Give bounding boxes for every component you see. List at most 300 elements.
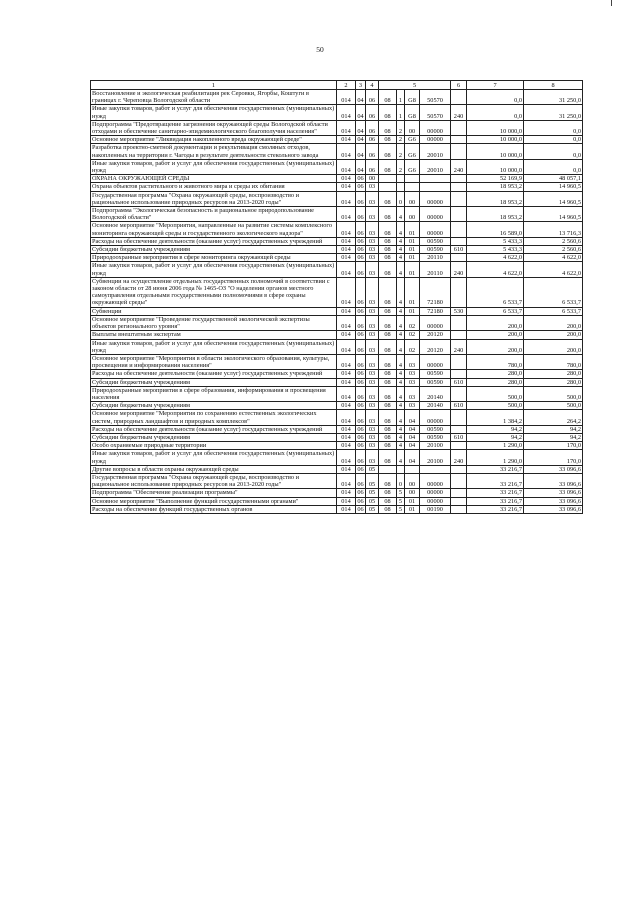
row-p4-cell: 00000 [420, 497, 451, 505]
row-p4-cell: 00590 [420, 378, 451, 386]
table-row [91, 465, 583, 473]
row-c6-cell [451, 144, 467, 159]
row-c3-cell: 06 [357, 331, 364, 339]
row-c4-cell: 03 [366, 254, 379, 262]
row-c7-cell: 200,0 [467, 339, 524, 354]
row-c4-cell: 06 [366, 90, 379, 105]
row-p4-cell: 20120 [420, 339, 451, 354]
row-p4-cell: 00000 [420, 207, 451, 222]
row-c2-cell: 014 [337, 354, 356, 369]
row-p2-cell: 0 [397, 473, 405, 488]
row-c8-cell: 0,0 [524, 120, 583, 135]
row-c7-cell: 280,0 [467, 378, 524, 386]
row-p4-cell: 20110 [420, 254, 451, 262]
row-c4-cell: 03 [366, 410, 379, 425]
row-c3-cell: 06 [357, 425, 364, 433]
row-c6-cell: 610 [451, 402, 467, 410]
row-name-cell: Расходы на обеспечение деятельности (оказание услуг) государственных учреждений [91, 425, 337, 433]
row-c6-cell [451, 442, 467, 450]
row-name-cell: Выплаты внештатным экспертам [91, 331, 337, 339]
row-c4-cell: 05 [366, 473, 379, 488]
row-c8-cell: 2 560,6 [524, 237, 583, 245]
row-c7-cell: 5 433,3 [467, 246, 524, 254]
row-p1-cell: 08 [379, 402, 397, 410]
row-p2-cell: 4 [397, 370, 405, 378]
row-p1-cell [379, 183, 397, 191]
row-p3-cell: 01 [405, 237, 420, 245]
row-c7-cell: 0,0 [467, 90, 524, 105]
header-cell: 8 [524, 81, 583, 90]
row-p4-cell: 00190 [420, 505, 451, 513]
row-c4-cell: 03 [366, 315, 379, 330]
row-c7-cell: 6 533,7 [467, 277, 524, 307]
table-row [91, 354, 583, 369]
row-p1-cell: 08 [379, 191, 397, 206]
table-row [91, 159, 583, 174]
row-p4-cell: 72180 [420, 307, 451, 315]
row-p3-cell: G8 [405, 105, 420, 120]
header-cell: 5 [379, 81, 451, 90]
table-row [91, 262, 583, 277]
row-p3-cell: 00 [405, 207, 420, 222]
row-p2-cell: 2 [397, 144, 405, 159]
row-p3-cell: 02 [405, 331, 420, 339]
row-c7-cell: 33 216,7 [467, 489, 524, 497]
row-c2-cell: 014 [337, 183, 356, 191]
row-p1-cell: 08 [379, 120, 397, 135]
row-c3-cell: 06 [356, 262, 366, 277]
table-row [91, 175, 583, 183]
table-row [91, 489, 583, 497]
row-c4-cell: 05 [366, 497, 379, 505]
row-p3-cell: 00 [405, 473, 420, 488]
table-row [91, 207, 583, 222]
row-c3-cell: 06 [357, 254, 364, 262]
row-p3-cell: 01 [405, 497, 420, 505]
row-p1-cell: 08 [379, 90, 397, 105]
row-p2-cell: 4 [397, 246, 405, 254]
row-p3-cell: 04 [405, 442, 420, 450]
row-p2-cell: 4 [397, 307, 405, 315]
row-c8-cell: 200,0 [524, 315, 583, 330]
row-name-cell: Подпрограмма "Экологическая безопасность и рациональное природопользование Вологодской области" [91, 207, 337, 222]
row-c4-cell: 03 [366, 262, 379, 277]
row-c2-cell: 014 [337, 473, 356, 488]
row-p4-cell: 20100 [420, 442, 451, 450]
row-c2-cell: 014 [337, 262, 356, 277]
row-c2-cell: 014 [337, 410, 356, 425]
row-p3-cell: 03 [405, 378, 420, 386]
row-c3-cell: 06 [357, 183, 364, 191]
header-cell: 4 [366, 81, 379, 90]
row-p2-cell: 5 [397, 489, 405, 497]
row-c4-cell: 03 [366, 370, 379, 378]
row-c8-cell: 4 622,0 [524, 262, 583, 277]
row-p3-cell [405, 183, 420, 191]
row-c4-cell: 03 [366, 207, 379, 222]
row-c8-cell: 780,0 [524, 354, 583, 369]
row-c6-cell: 610 [451, 433, 467, 441]
row-c4-cell: 00 [366, 175, 379, 183]
row-p1-cell: 08 [379, 425, 397, 433]
row-c7-cell: 200,0 [467, 331, 524, 339]
row-p1-cell: 08 [379, 442, 397, 450]
row-c3-cell: 06 [357, 442, 364, 450]
row-c6-cell [451, 237, 467, 245]
row-c6-cell [451, 410, 467, 425]
row-p2-cell [397, 465, 405, 473]
row-c6-cell [451, 222, 467, 237]
row-name-cell: Особо охраняемые природные территории [91, 442, 337, 450]
row-c2-cell: 014 [337, 489, 356, 497]
row-c2-cell: 014 [337, 442, 356, 450]
row-p4-cell: 00590 [420, 237, 451, 245]
row-p4-cell: 00000 [420, 222, 451, 237]
row-name-cell: Иные закупки товаров, работ и услуг для обеспечения государственных (муниципальных) нужд [91, 262, 337, 277]
table-row [91, 307, 583, 315]
table-row [91, 222, 583, 237]
table-row [91, 144, 583, 159]
table-row [91, 442, 583, 450]
row-p3-cell: 04 [405, 433, 420, 441]
row-c4-cell: 03 [366, 222, 379, 237]
table-row [91, 410, 583, 425]
row-c8-cell: 6 533,7 [524, 307, 583, 315]
row-p2-cell: 1 [397, 105, 405, 120]
table-body [91, 90, 583, 514]
row-c3-cell: 06 [357, 370, 364, 378]
row-c3-cell: 04 [356, 90, 366, 105]
header-cell: 6 [451, 81, 467, 90]
row-p2-cell: 2 [397, 120, 405, 135]
row-p1-cell: 08 [379, 277, 397, 307]
row-p2-cell: 4 [397, 339, 405, 354]
row-c6-cell [451, 497, 467, 505]
row-name-cell: Природоохранные мероприятия в сфере образования, информирования и просвещения населения [91, 386, 337, 401]
table-row [91, 433, 583, 441]
row-c3-cell: 06 [357, 175, 364, 183]
row-name-cell: Основное мероприятие "Ликвидация накопленного вреда окружающей среде" [91, 136, 337, 144]
row-c7-cell: 200,0 [467, 315, 524, 330]
row-p3-cell: 03 [405, 386, 420, 401]
row-c6-cell [451, 207, 467, 222]
row-p1-cell: 08 [379, 246, 397, 254]
row-c3-cell: 06 [357, 378, 364, 386]
row-c4-cell: 03 [366, 433, 379, 441]
row-p2-cell: 4 [397, 425, 405, 433]
row-c4-cell: 03 [366, 183, 379, 191]
row-name-cell: Другие вопросы в области охраны окружающей среды [91, 465, 337, 473]
row-p1-cell: 08 [379, 370, 397, 378]
row-c8-cell: 170,0 [524, 442, 583, 450]
row-c6-cell [451, 331, 467, 339]
row-c6-cell: 240 [451, 105, 467, 120]
row-name-cell: Охрана объектов растительного и животного мира и среды их обитания [91, 183, 337, 191]
row-c2-cell: 014 [337, 433, 356, 441]
row-p2-cell: 4 [397, 354, 405, 369]
row-c3-cell: 06 [356, 222, 366, 237]
row-p2-cell: 4 [397, 433, 405, 441]
row-c2-cell: 014 [337, 105, 356, 120]
row-name-cell: Природоохранные мероприятия в сфере мониторинга окружающей среды [91, 254, 337, 262]
row-c8-cell: 170,0 [524, 450, 583, 465]
row-c4-cell: 03 [366, 237, 379, 245]
row-p3-cell: 01 [405, 307, 420, 315]
row-c7-cell: 5 433,3 [467, 237, 524, 245]
row-c3-cell: 06 [356, 315, 366, 330]
header-cell: 7 [467, 81, 524, 90]
row-name-cell: Иные закупки товаров, работ и услуг для обеспечения государственных (муниципальных) нужд [91, 159, 337, 174]
row-c7-cell: 33 216,7 [467, 473, 524, 488]
row-p4-cell: 00000 [420, 354, 451, 369]
budget-table [90, 80, 583, 514]
row-c3-cell: 06 [357, 246, 364, 254]
row-p1-cell: 08 [379, 136, 397, 144]
row-c2-cell: 014 [337, 254, 356, 262]
row-p2-cell: 2 [397, 136, 405, 144]
row-c2-cell: 014 [337, 222, 356, 237]
page-number: 50 [316, 45, 324, 54]
table-row [91, 370, 583, 378]
row-name-cell: Иные закупки товаров, работ и услуг для обеспечения государственных (муниципальных) нужд [91, 105, 337, 120]
row-c2-cell: 014 [337, 339, 356, 354]
row-c4-cell: 03 [366, 354, 379, 369]
row-p2-cell: 5 [397, 497, 405, 505]
row-c4-cell: 03 [366, 425, 379, 433]
row-c7-cell: 4 622,0 [467, 254, 524, 262]
row-c3-cell: 04 [356, 120, 366, 135]
row-p4-cell: 50570 [420, 90, 451, 105]
row-p3-cell: 04 [405, 425, 420, 433]
row-c8-cell: 13 716,3 [524, 222, 583, 237]
row-p2-cell: 4 [397, 254, 405, 262]
row-p2-cell: 4 [397, 315, 405, 330]
row-p2-cell: 4 [397, 277, 405, 307]
row-p1-cell: 08 [379, 237, 397, 245]
row-name-cell: Субсидии бюджетным учреждениям [91, 378, 337, 386]
row-name-cell: Основное мероприятие "Мероприятия в области экологического образования, культуры, просвещения и информирования населения" [91, 354, 337, 369]
row-name-cell: Основное мероприятие "Проведение государственной экологической экспертизы объектов регионального уровня" [91, 315, 337, 330]
row-c7-cell: 4 622,0 [467, 262, 524, 277]
table-row [91, 105, 583, 120]
row-c6-cell: 530 [451, 307, 467, 315]
row-c2-cell: 014 [337, 497, 356, 505]
row-c6-cell [451, 120, 467, 135]
header-cell: 3 [356, 81, 366, 90]
table-row [91, 331, 583, 339]
row-c8-cell: 48 057,1 [524, 175, 583, 183]
row-name-cell: Субвенции [91, 307, 337, 315]
row-name-cell: Государственная программа "Охрана окружающей среды, воспроизводство и рациональное использование природных ресурсов на 2013-2020 годы" [91, 191, 337, 206]
row-c4-cell: 05 [366, 489, 379, 497]
row-p4-cell: 00000 [420, 315, 451, 330]
row-p3-cell: 01 [405, 222, 420, 237]
row-c2-cell: 014 [337, 370, 356, 378]
row-c8-cell: 94,2 [524, 433, 583, 441]
row-p2-cell [397, 183, 405, 191]
row-c4-cell: 06 [366, 105, 379, 120]
row-c2-cell: 014 [337, 465, 356, 473]
table-row [91, 378, 583, 386]
row-p1-cell: 08 [379, 254, 397, 262]
row-c7-cell: 10 000,0 [467, 120, 524, 135]
row-c3-cell: 06 [356, 473, 366, 488]
row-p4-cell: 00590 [420, 425, 451, 433]
row-p4-cell: 00000 [420, 136, 451, 144]
table-row [91, 183, 583, 191]
row-c6-cell: 610 [451, 378, 467, 386]
row-c3-cell: 06 [356, 339, 366, 354]
row-c8-cell: 4 622,0 [524, 254, 583, 262]
row-c3-cell: 06 [356, 450, 366, 465]
row-c7-cell: 1 290,0 [467, 450, 524, 465]
row-c6-cell [451, 90, 467, 105]
row-p1-cell: 08 [379, 315, 397, 330]
row-p4-cell: 20120 [420, 331, 451, 339]
row-p1-cell: 08 [379, 497, 397, 505]
row-c4-cell: 03 [366, 450, 379, 465]
row-c3-cell: 06 [356, 207, 366, 222]
row-p1-cell: 08 [379, 450, 397, 465]
row-p2-cell: 4 [397, 386, 405, 401]
row-p4-cell: 00590 [420, 246, 451, 254]
row-c4-cell: 03 [366, 246, 379, 254]
row-name-cell: Расходы на обеспечение функций государственных органов [91, 505, 337, 513]
row-c7-cell: 0,0 [467, 105, 524, 120]
row-c6-cell: 240 [451, 450, 467, 465]
row-p2-cell: 0 [397, 191, 405, 206]
row-c7-cell: 1 290,0 [467, 442, 524, 450]
table-row [91, 191, 583, 206]
row-p1-cell: 08 [379, 331, 397, 339]
row-c4-cell: 06 [366, 136, 379, 144]
row-p3-cell: 02 [405, 315, 420, 330]
row-c8-cell: 500,0 [524, 402, 583, 410]
table-row [91, 90, 583, 105]
row-name-cell: Расходы на обеспечение деятельности (оказание услуг) государственных учреждений [91, 370, 337, 378]
row-p4-cell: 20100 [420, 450, 451, 465]
row-c8-cell: 33 096,6 [524, 505, 583, 513]
row-c3-cell: 06 [357, 307, 364, 315]
row-name-cell: Основное мероприятие "Мероприятия, направленные на развитие системы комплексного мониторинга окружающей среды и государственного экологического надзора" [91, 222, 337, 237]
row-name-cell: Субсидии бюджетным учреждениям [91, 433, 337, 441]
row-p1-cell: 08 [379, 386, 397, 401]
row-c7-cell: 18 953,2 [467, 183, 524, 191]
row-c6-cell [451, 315, 467, 330]
row-p3-cell: 04 [405, 450, 420, 465]
row-p1-cell: 08 [379, 159, 397, 174]
row-p1-cell [379, 465, 397, 473]
row-c7-cell: 10 000,0 [467, 144, 524, 159]
row-p4-cell: 50570 [420, 105, 451, 120]
row-c3-cell: 06 [357, 489, 364, 497]
row-name-cell: Подпрограмма "Предотвращение загрязнения окружающей среды Вологодской области отходами и обеспечение санитарно-эпидемиологического благополучия населения" [91, 120, 337, 135]
row-p1-cell: 08 [379, 433, 397, 441]
row-c7-cell: 33 216,7 [467, 505, 524, 513]
table-row [91, 473, 583, 488]
row-c2-cell: 014 [337, 315, 356, 330]
row-c7-cell: 10 000,0 [467, 136, 524, 144]
row-p4-cell [420, 465, 451, 473]
row-c4-cell: 03 [366, 442, 379, 450]
row-p3-cell: 03 [405, 354, 420, 369]
row-c2-cell: 014 [337, 120, 356, 135]
row-name-cell: Субсидии бюджетным учреждениям [91, 402, 337, 410]
row-name-cell: Иные закупки товаров, работ и услуг для обеспечения государственных (муниципальных) нужд [91, 339, 337, 354]
row-c8-cell: 280,0 [524, 378, 583, 386]
row-name-cell: Иные закупки товаров, работ и услуг для обеспечения государственных (муниципальных) нужд [91, 450, 337, 465]
row-p4-cell [420, 183, 451, 191]
row-c3-cell: 06 [357, 237, 364, 245]
row-c3-cell: 04 [356, 144, 366, 159]
row-c6-cell [451, 354, 467, 369]
row-p4-cell: 20140 [420, 402, 451, 410]
row-c6-cell [451, 370, 467, 378]
row-p4-cell: 20140 [420, 386, 451, 401]
row-p3-cell: G6 [405, 159, 420, 174]
row-c2-cell: 014 [337, 237, 356, 245]
row-c7-cell: 94,2 [467, 425, 524, 433]
row-p3-cell: 01 [405, 505, 420, 513]
row-c6-cell [451, 473, 467, 488]
row-c2-cell: 014 [337, 144, 356, 159]
row-name-cell: Восстановление и экологическая реабилитация рек Серовки, Ягорбы, Коштуги в границах г. Череповца Вологодской области [91, 90, 337, 105]
table-row [91, 120, 583, 135]
row-c4-cell: 03 [366, 331, 379, 339]
row-c6-cell [451, 505, 467, 513]
row-name-cell: Разработка проектно-сметной документации и рекультивация смоляных отходов, накопленных на территории г. Чагоды в результате деятельности стекольного завода [91, 144, 337, 159]
row-c3-cell: 06 [357, 505, 364, 513]
row-c3-cell: 06 [357, 433, 364, 441]
header-cell: 1 [91, 81, 337, 90]
row-c7-cell: 780,0 [467, 354, 524, 369]
header-row [91, 81, 583, 90]
row-c8-cell: 200,0 [524, 339, 583, 354]
row-p2-cell: 4 [397, 207, 405, 222]
row-p3-cell: 01 [405, 246, 420, 254]
row-p3-cell: 04 [405, 410, 420, 425]
row-c6-cell: 240 [451, 159, 467, 174]
row-p1-cell: 08 [379, 473, 397, 488]
row-c8-cell: 0,0 [524, 136, 583, 144]
row-p3-cell: 01 [405, 262, 420, 277]
row-c4-cell: 03 [366, 191, 379, 206]
row-c8-cell: 2 560,6 [524, 246, 583, 254]
row-p3-cell: 01 [405, 277, 420, 307]
row-c6-cell [451, 183, 467, 191]
table-row [91, 497, 583, 505]
row-c4-cell: 03 [366, 339, 379, 354]
row-p3-cell: 02 [405, 339, 420, 354]
row-c4-cell: 03 [366, 307, 379, 315]
row-c8-cell: 6 533,7 [524, 277, 583, 307]
row-c8-cell: 31 250,0 [524, 105, 583, 120]
table-row [91, 254, 583, 262]
row-p1-cell: 08 [379, 489, 397, 497]
row-c8-cell: 0,0 [524, 144, 583, 159]
row-c2-cell: 014 [337, 136, 356, 144]
row-c8-cell: 14 960,5 [524, 183, 583, 191]
table-row [91, 315, 583, 330]
row-p2-cell: 5 [397, 505, 405, 513]
row-c2-cell: 014 [337, 159, 356, 174]
row-c7-cell: 18 953,2 [467, 191, 524, 206]
row-p1-cell: 08 [379, 207, 397, 222]
row-c4-cell: 03 [366, 378, 379, 386]
row-c3-cell: 06 [356, 386, 366, 401]
row-c8-cell: 33 096,6 [524, 497, 583, 505]
row-c6-cell [451, 277, 467, 307]
